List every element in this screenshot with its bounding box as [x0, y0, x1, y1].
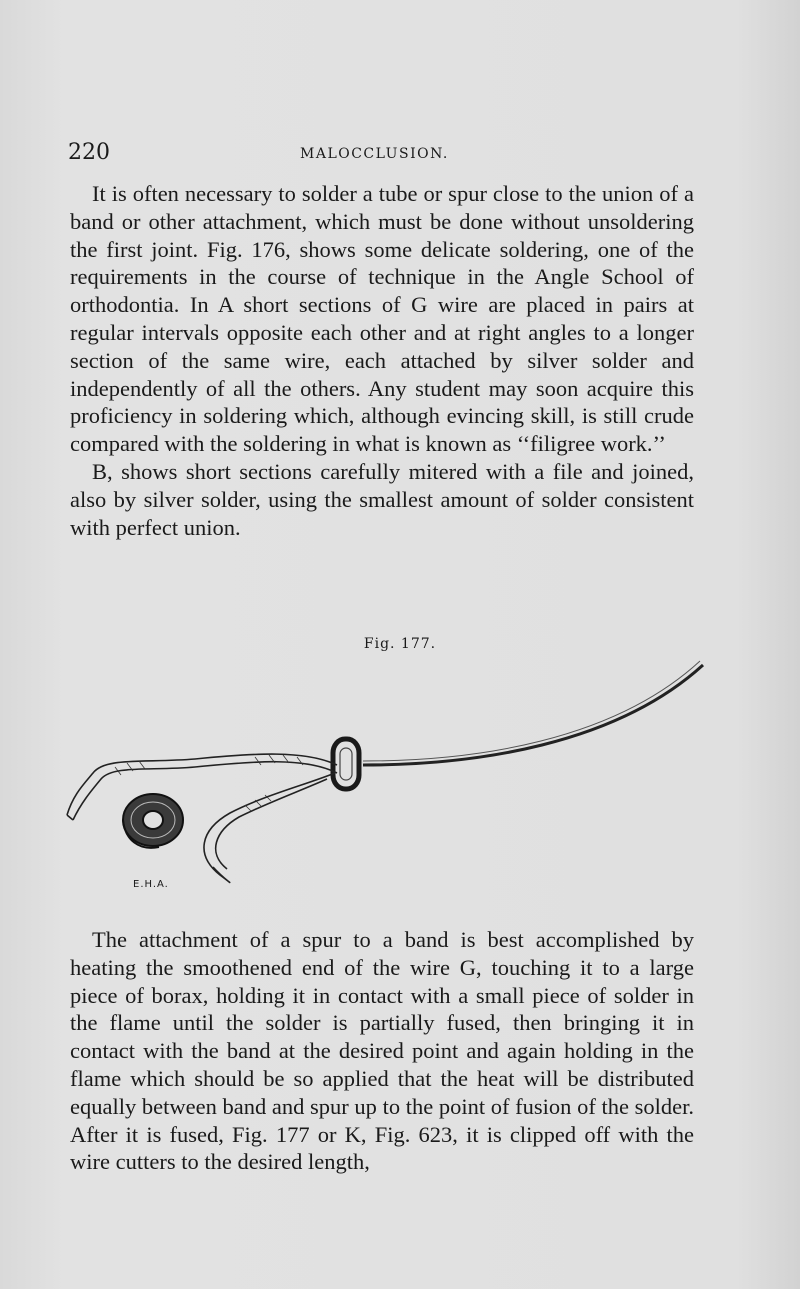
paragraph: It is often necessary to solder a tube or spur close to the union of a band or other attachment, which must be done without unsoldering the first joint. Fig. 176, shows some delicate soldering, one of the requirements in the course of technique in the Angle School of orthodontia. In A short sections of G wire are placed in pairs at regular intervals opposite each other and at right angles to a longer section of the same wire, each attached by silver solder and independently of all the others. Any student may soon acquire this proficiency in soldering which, although evincing skill, is still crude compared with the soldering in what is known as ‘‘filigree work.’’	[70, 181, 694, 457]
illustrator-signature: E.H.A.	[133, 879, 169, 890]
figure-caption: Fig. 177.	[363, 636, 437, 652]
running-head: MALOCCLUSION.	[300, 146, 449, 162]
figure-illustration	[55, 655, 715, 900]
page-number: 220	[68, 140, 110, 165]
paragraph: B, shows short sections carefully mitered with a file and joined, also by silver solder, using the smallest amount of solder consistent with perfect union.	[70, 458, 694, 540]
band-and-spur-drawing	[55, 655, 715, 900]
text-block-top	[70, 180, 694, 541]
spur-wire	[363, 665, 703, 765]
text-block-bottom	[70, 926, 694, 1176]
eyelet-loop	[333, 739, 359, 789]
page-header	[68, 140, 700, 170]
paragraph: The attachment of a spur to a band is best accomplished by heating the smoothened end of the wire G, touching it to a large piece of borax, holding it in contact with a small piece of solder in the flame until the solder is partially fused, then bringing it in contact with the band at the desired point and again holding in the flame which should be so applied that the heat will be distributed equally between band and spur up to the point of fusion of the solder. After it is fused, Fig. 177 or K, Fig. 623, it is clipped off with the wire cutters to the desired length,	[70, 927, 694, 1175]
